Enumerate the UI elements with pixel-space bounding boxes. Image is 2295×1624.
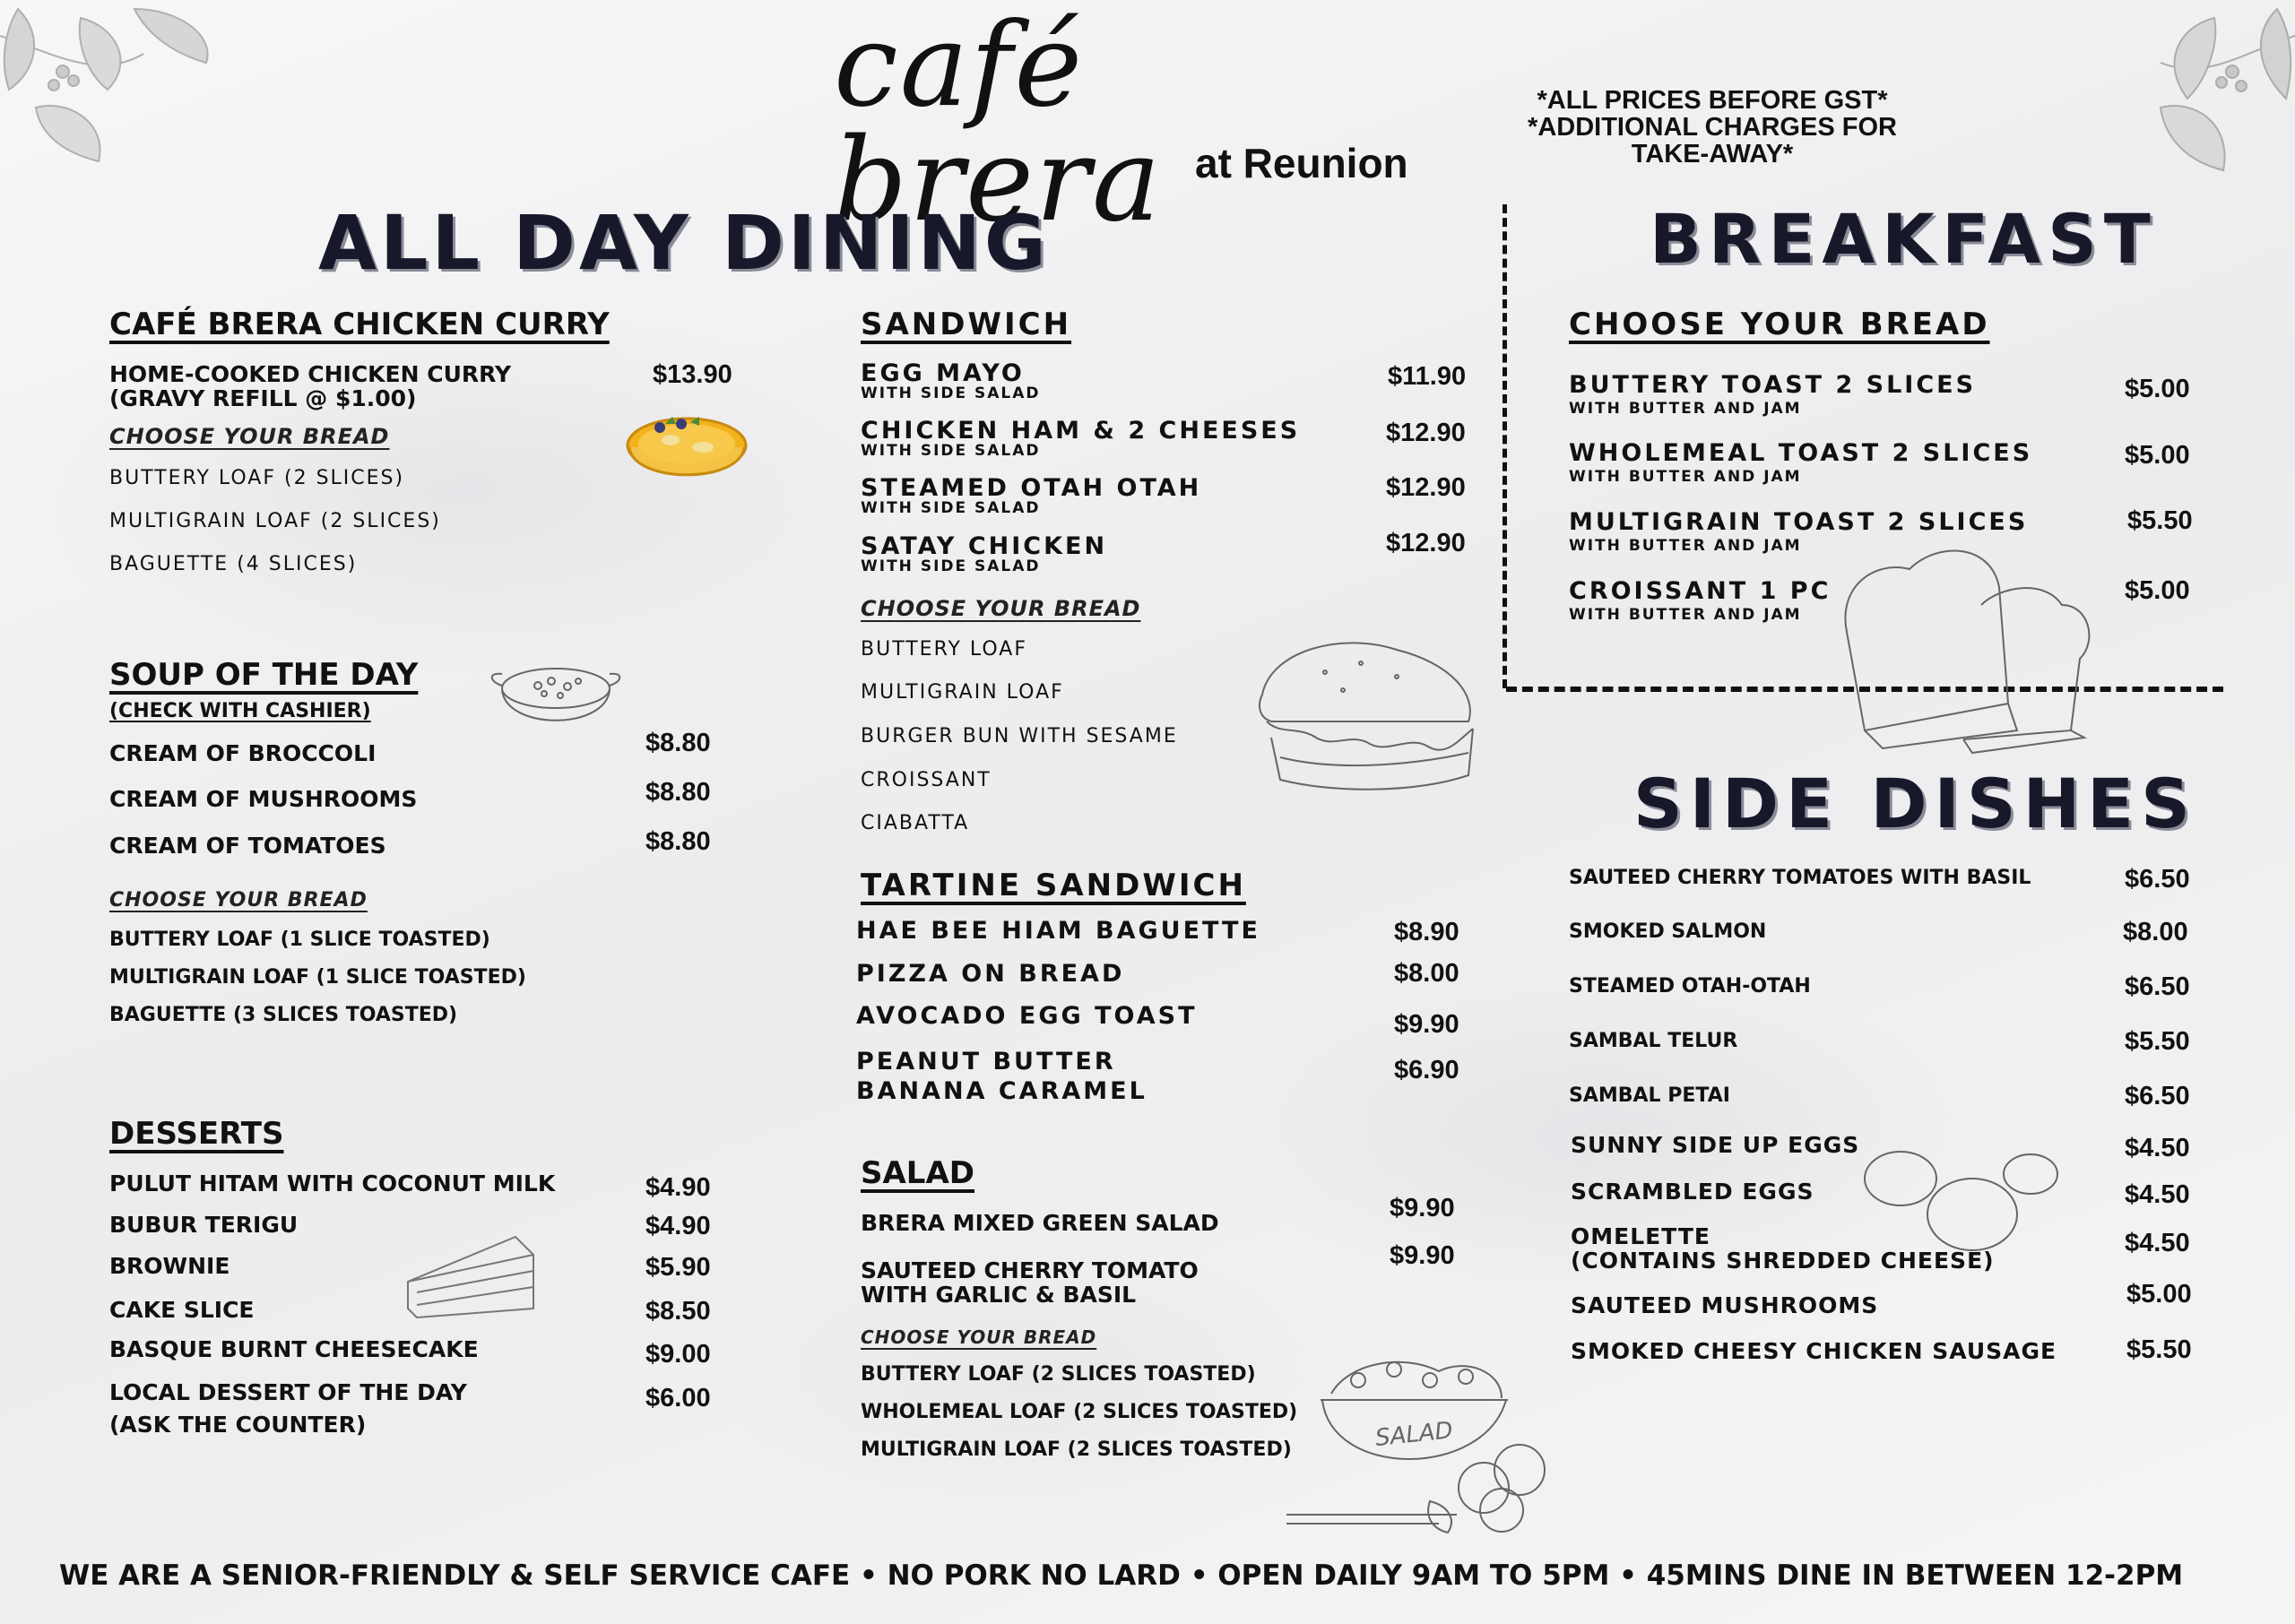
salad-choose-bread: CHOOSE YOUR BREAD: [861, 1326, 1097, 1348]
salad-price-1: $9.90: [1390, 1194, 1455, 1222]
side-price-6: $4.50: [2125, 1134, 2190, 1162]
tartine-item-4: [856, 1047, 1148, 1106]
breakfast-item-1-note: WITH BUTTER AND JAM: [1569, 400, 1802, 418]
side-item-7: SCRAMBLED EGGS: [1571, 1179, 1814, 1205]
curry-item-name: HOME-COOKED CHICKEN CURRY: [109, 361, 512, 387]
sandwich-choose-bread: CHOOSE YOUR BREAD: [861, 596, 1141, 621]
sandwich-bread-4: CROISSANT: [861, 769, 992, 791]
salad-price-2: $9.90: [1390, 1241, 1455, 1270]
sandwich-bread-5: CIABATTA: [861, 812, 970, 834]
breakfast-item-4: [1569, 579, 1831, 623]
cafe-logo: [834, 0, 1425, 247]
dessert-item-4: CAKE SLICE: [109, 1297, 255, 1323]
sandwich-item-4: [861, 534, 1107, 574]
sandwich-item-2: [861, 419, 1300, 459]
side-item-8-note: (CONTAINS SHREDDED CHEESE): [1571, 1248, 1995, 1274]
tartine-price-4: $6.90: [1394, 1056, 1459, 1084]
dessert-item-1: PULUT HITAM WITH COCONUT MILK: [109, 1170, 556, 1196]
curry-bowl-icon: [624, 408, 749, 497]
side-price-4: $5.50: [2125, 1027, 2190, 1056]
side-price-8: $4.50: [2125, 1229, 2190, 1257]
breakfast-price-3: $5.50: [2127, 506, 2193, 535]
sandwich-price-1: $11.90: [1388, 362, 1467, 391]
dessert-price-6: $6.00: [645, 1384, 711, 1412]
tartine-heading: TARTINE SANDWICH: [861, 868, 1246, 903]
tartine-item-4-line2: BANANA CARAMEL: [856, 1077, 1148, 1105]
sandwich-bread-1: BUTTERY LOAF: [861, 638, 1028, 661]
tartine-price-2: $8.00: [1394, 959, 1459, 988]
toast-bread-icon: [1829, 524, 2134, 757]
breakfast-heading: CHOOSE YOUR BREAD: [1569, 307, 1990, 342]
soup-price-2: $8.80: [645, 778, 711, 807]
gst-note: *ALL PRICES BEFORE GST*: [1537, 86, 1888, 115]
soup-bread-2: MULTIGRAIN LOAF (1 SLICE TOASTED): [109, 966, 526, 989]
side-price-3: $6.50: [2125, 972, 2190, 1001]
breakfast-item-3-name: MULTIGRAIN TOAST 2 SLICES: [1569, 508, 2029, 536]
dessert-price-5: $9.00: [645, 1340, 711, 1369]
tartine-price-1: $8.90: [1394, 918, 1459, 946]
dessert-item-2: BUBUR TERIGU: [109, 1212, 299, 1238]
side-item-4: SAMBAL TELUR: [1569, 1030, 1738, 1052]
sandwich-item-3: [861, 476, 1201, 516]
soup-subheading: (CHECK WITH CASHIER): [109, 700, 371, 722]
side-item-2: SMOKED SALMON: [1569, 920, 1767, 943]
side-price-2: $8.00: [2123, 918, 2188, 946]
salad-item-2: [861, 1258, 1199, 1307]
soup-bread-3: BAGUETTE (3 SLICES TOASTED): [109, 1004, 458, 1026]
curry-heading: CAFÉ BRERA CHICKEN CURRY: [109, 307, 610, 342]
soup-price-3: $8.80: [645, 827, 711, 856]
side-item-9: SAUTEED MUSHROOMS: [1571, 1292, 1879, 1318]
leaf-decoration-top-right: [2107, 0, 2295, 179]
price-notes: [1515, 87, 1910, 168]
sandwich-icon: [1244, 623, 1495, 802]
side-price-5: $6.50: [2125, 1082, 2190, 1110]
breakfast-item-4-note: WITH BUTTER AND JAM: [1569, 606, 1802, 624]
eggs-icon: [1856, 1138, 2062, 1264]
tartine-item-2: PIZZA ON BREAD: [856, 960, 1125, 988]
breakfast-price-4: $5.00: [2125, 576, 2190, 605]
leaf-decoration-top-left: [0, 0, 269, 179]
side-dishes-title: SIDE DISHES: [1633, 764, 2197, 843]
soup-item-3: CREAM OF TOMATOES: [109, 833, 386, 859]
soup-heading: SOUP OF THE DAY: [109, 657, 419, 693]
sandwich-heading: SANDWICH: [861, 307, 1072, 342]
dessert-price-4: $8.50: [645, 1297, 711, 1326]
curry-bread-2: MULTIGRAIN LOAF (2 SLICES): [109, 510, 441, 532]
dessert-item-6-name: LOCAL DESSERT OF THE DAY: [109, 1379, 467, 1405]
breakfast-divider-vertical: [1503, 204, 1507, 688]
dessert-item-6: [109, 1377, 467, 1441]
takeaway-note: *ADDITIONAL CHARGES FOR TAKE-AWAY*: [1528, 113, 1897, 168]
soup-bowl-icon: [489, 654, 623, 739]
side-item-10: SMOKED CHEESY CHICKEN SAUSAGE: [1571, 1338, 2057, 1364]
salad-bowl-label: SALAD: [1373, 1417, 1455, 1453]
breakfast-item-1: [1569, 373, 1976, 417]
soup-price-1: $8.80: [645, 729, 711, 757]
curry-item-note: (GRAVY REFILL @ $1.00): [109, 385, 417, 411]
footer-banner: WE ARE A SENIOR-FRIENDLY & SELF SERVICE CAFE • NO PORK NO LARD • OPEN DAILY 9AM TO 5PM • 45MINS DINE IN BETWEEN 12-2PM: [59, 1559, 2184, 1592]
soup-item-1: CREAM OF BROCCOLI: [109, 740, 377, 766]
salad-item-2-name: SAUTEED CHERRY TOMATO: [861, 1257, 1199, 1283]
breakfast-item-2-note: WITH BUTTER AND JAM: [1569, 468, 1802, 486]
curry-bread-3: BAGUETTE (4 SLICES): [109, 553, 358, 575]
tartine-item-1: HAE BEE HIAM BAGUETTE: [856, 917, 1260, 945]
sandwich-item-1: [861, 361, 1041, 402]
salad-bread-3: MULTIGRAIN LOAF (2 SLICES TOASTED): [861, 1438, 1292, 1461]
sandwich-bread-3: BURGER BUN WITH SESAME: [861, 725, 1178, 747]
sandwich-price-3: $12.90: [1386, 473, 1466, 502]
breakfast-price-1: $5.00: [2125, 375, 2190, 403]
curry-item: [109, 362, 511, 410]
sandwich-price-2: $12.90: [1386, 419, 1466, 447]
breakfast-item-2: [1569, 441, 2032, 485]
curry-choose-bread: CHOOSE YOUR BREAD: [109, 424, 390, 449]
desserts-heading: DESSERTS: [109, 1116, 284, 1152]
soup-item-2: CREAM OF MUSHROOMS: [109, 786, 418, 812]
side-price-9: $5.00: [2126, 1280, 2192, 1309]
sandwich-item-1-name: EGG MAYO: [861, 359, 1025, 387]
breakfast-item-3-note: WITH BUTTER AND JAM: [1569, 537, 1802, 555]
cake-slice-icon: [399, 1228, 542, 1326]
salad-item-2-line2: WITH GARLIC & BASIL: [861, 1282, 1137, 1308]
dessert-price-2: $4.90: [645, 1212, 711, 1240]
sandwich-item-4-note: WITH SIDE SALAD: [861, 557, 1041, 575]
salad-bread-1: BUTTERY LOAF (2 SLICES TOASTED): [861, 1363, 1256, 1386]
sandwich-item-1-note: WITH SIDE SALAD: [861, 384, 1041, 402]
breakfast-item-1-name: BUTTERY TOAST 2 SLICES: [1569, 371, 1977, 399]
tartine-item-3: AVOCADO EGG TOAST: [856, 1002, 1198, 1030]
breakfast-price-2: $5.00: [2125, 441, 2190, 470]
logo-subtitle: at Reunion: [1195, 140, 1408, 186]
side-item-8-name: OMELETTE: [1571, 1223, 1710, 1249]
breakfast-title: BREAKFAST: [1650, 199, 2158, 279]
salad-bread-2: WHOLEMEAL LOAF (2 SLICES TOASTED): [861, 1401, 1298, 1423]
side-price-7: $4.50: [2125, 1180, 2190, 1209]
soup-choose-bread: CHOOSE YOUR BREAD: [109, 889, 368, 911]
side-item-1: SAUTEED CHERRY TOMATOES WITH BASIL: [1569, 867, 2031, 889]
dessert-price-3: $5.90: [645, 1253, 711, 1282]
all-day-dining-title: ALL DAY DINING: [318, 199, 1050, 287]
dessert-item-3: BROWNIE: [109, 1253, 230, 1279]
breakfast-item-2-name: WHOLEMEAL TOAST 2 SLICES: [1569, 439, 2033, 467]
tartine-price-3: $9.90: [1394, 1010, 1459, 1039]
tartine-item-4-name: PEANUT BUTTER: [856, 1048, 1116, 1075]
sandwich-item-3-note: WITH SIDE SALAD: [861, 499, 1041, 517]
side-price-10: $5.50: [2126, 1335, 2192, 1364]
side-item-5: SAMBAL PETAI: [1569, 1084, 1730, 1107]
side-item-6: SUNNY SIDE UP EGGS: [1571, 1132, 1860, 1158]
soup-bread-1: BUTTERY LOAF (1 SLICE TOASTED): [109, 929, 490, 951]
sandwich-item-3-name: STEAMED OTAH OTAH: [861, 474, 1202, 502]
curry-bread-1: BUTTERY LOAF (2 SLICES): [109, 467, 405, 489]
sandwich-item-2-note: WITH SIDE SALAD: [861, 442, 1041, 460]
sandwich-price-4: $12.90: [1386, 529, 1466, 557]
side-item-3: STEAMED OTAH-OTAH: [1569, 975, 1811, 998]
dessert-item-5: BASQUE BURNT CHEESECAKE: [109, 1336, 479, 1362]
dessert-item-6-note: (ASK THE COUNTER): [109, 1412, 367, 1438]
curry-price: $13.90: [653, 360, 732, 389]
breakfast-item-4-name: CROISSANT 1 PC: [1569, 577, 1832, 605]
salad-item-1: BRERA MIXED GREEN SALAD: [861, 1210, 1219, 1236]
sandwich-item-4-name: SATAY CHICKEN: [861, 532, 1108, 560]
sandwich-bread-2: MULTIGRAIN LOAF: [861, 681, 1064, 704]
side-price-1: $6.50: [2125, 865, 2190, 894]
dessert-price-1: $4.90: [645, 1173, 711, 1202]
salad-bowl-icon: [1277, 1344, 1591, 1551]
logo-script-text: café brera: [834, 0, 1163, 247]
salad-heading: SALAD: [861, 1155, 975, 1191]
sandwich-item-2-name: CHICKEN HAM & 2 CHEESES: [861, 417, 1301, 445]
